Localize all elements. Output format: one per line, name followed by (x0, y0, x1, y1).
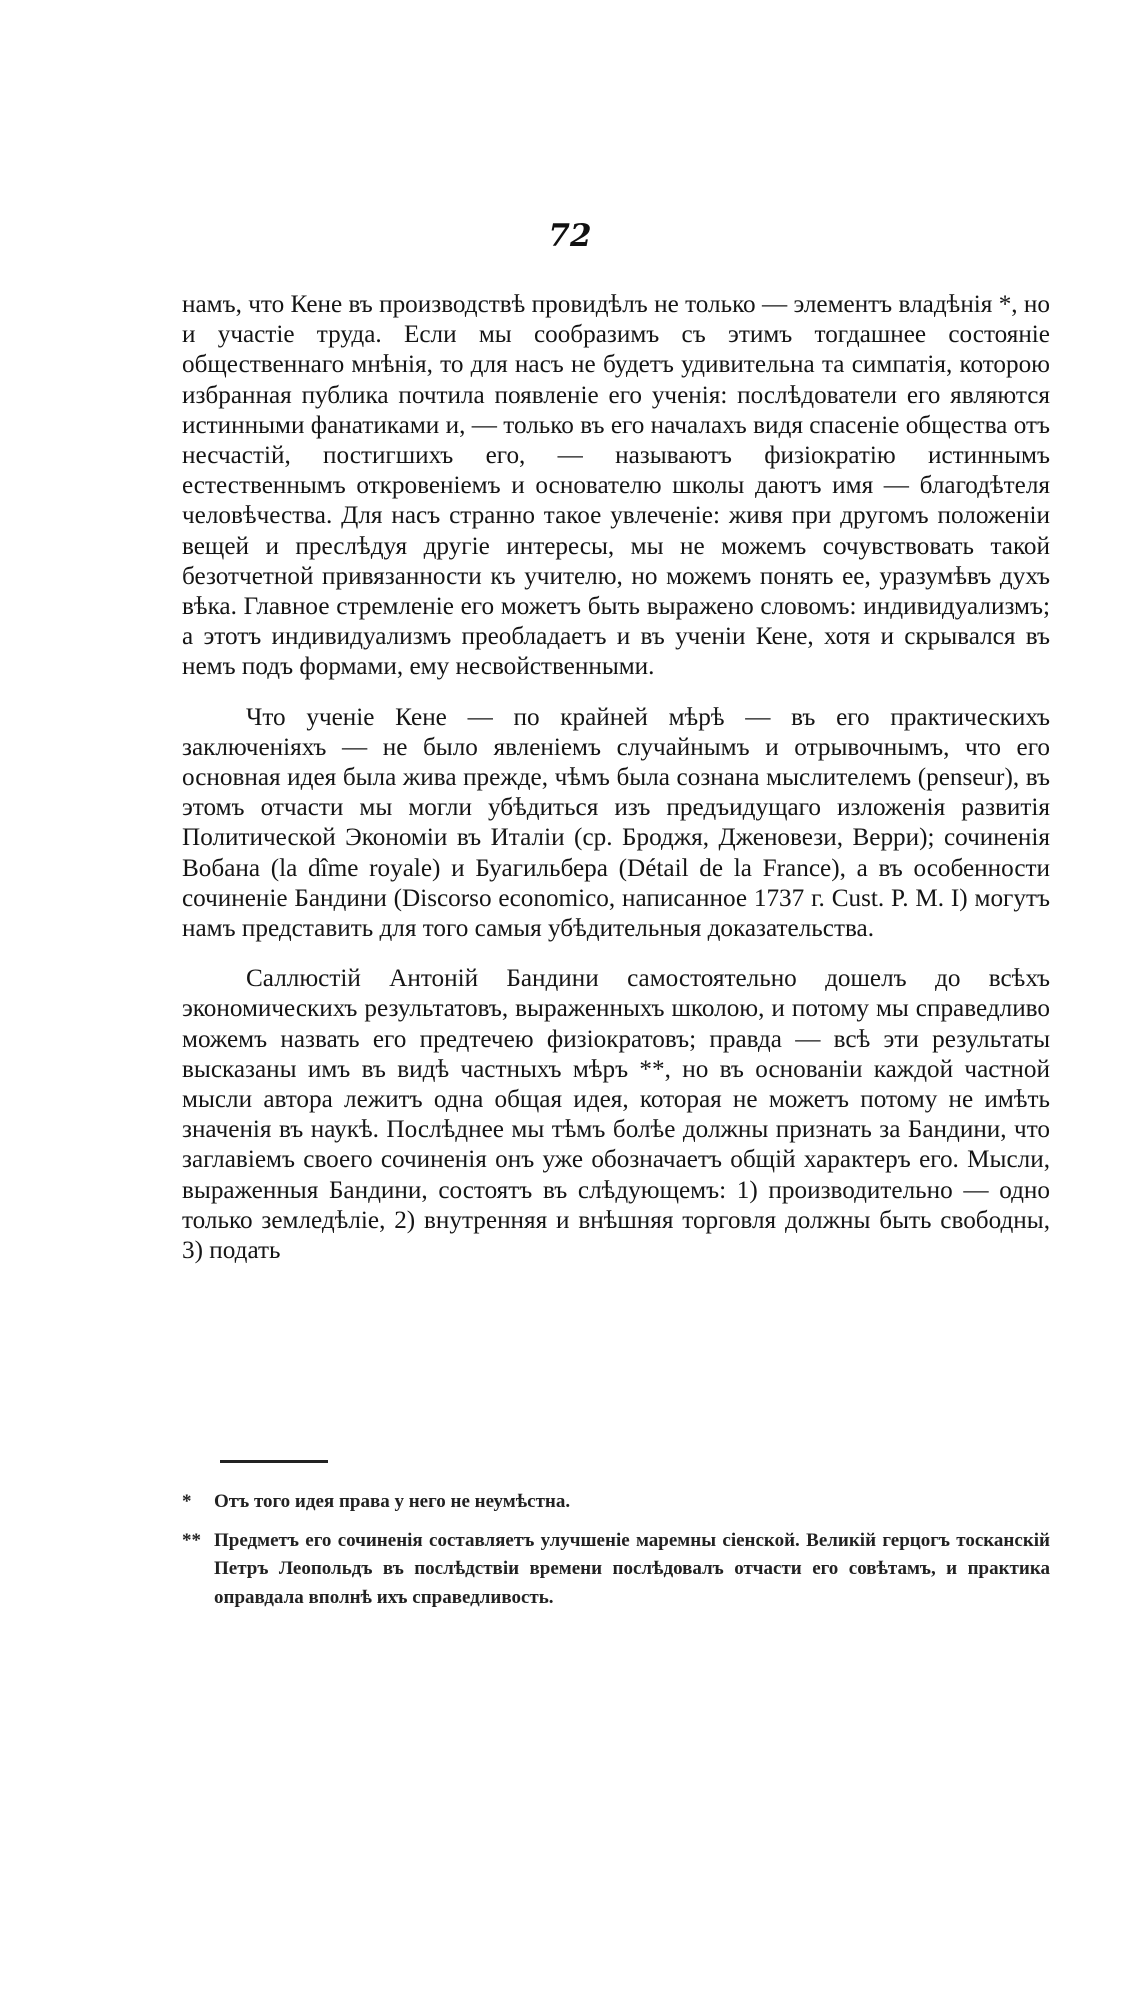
footnote-text: Предметъ его сочиненія составляетъ улучшеніе маремны сіенской. Великій герцогъ тосканскій Петръ Леопольдъ въ послѣдствіи времени послѣдовалъ отчасти его совѣтамъ, и практика оправдала вполнѣ ихъ справедливость. (214, 1529, 1050, 1608)
page-number: 72 (548, 218, 592, 254)
paragraph-1: намъ, что Кене въ производствѣ провидѣлъ не только — элементъ владѣнія *, но и участіе труда. Если мы сообразимъ съ этимъ тогдашнее состояніе общественнаго мнѣнія, то для насъ не будетъ удивительна та симпатія, которою избранная публика почтила появленіе его ученія: послѣдователи его являются истинными фанатиками и, — только въ его началахъ видя спасеніе общества отъ несчастій, постигшихъ его, — называютъ физіократію истиннымъ естественнымъ откровеніемъ и основателю школы даютъ имя — благодѣтеля человѣчества. Для насъ странно такое увлеченіе: живя при другомъ положеніи вещей и преслѣдуя другіе интересы, мы не можемъ сочувствовать такой безотчетной привязанности къ учителю, но можемъ понять ее, уразумѣвъ духъ вѣка. Главное стремленіе его можетъ быть выражено словомъ: индивидуализмъ; а этотъ индивидуализмъ преобладаетъ и въ ученіи Кене, хотя и скрывался въ немъ подъ формами, ему несвойственными. (182, 291, 1050, 681)
body-text (182, 290, 1050, 1266)
paragraph-2: Что ученіе Кене — по крайней мѣрѣ — въ его практическихъ заключеніяхъ — не было явленіемъ случайнымъ и отрывочнымъ, что его основная идея была жива прежде, чѣмъ была сознана мыслителемъ (penseur), въ этомъ отчасти мы могли убѣдиться изъ предъидущаго изложенія развитія Политической Экономіи въ Италіи (ср. Броджя, Дженовези, Верри); сочиненія Вобана (la dîme royale) и Буагильбера (Détail de la France), а въ особенности сочиненіе Бандини (Discorso economico, написанное 1737 г. Cust. P. M. I) могутъ намъ представить для того самыя убѣдительныя доказательства. (182, 703, 1050, 943)
footnote-1 (182, 1488, 1050, 1517)
footnote-2 (182, 1527, 1050, 1613)
footnote-text: Отъ того идея права у него не неумѣстна. (214, 1491, 571, 1512)
paragraph-3: Саллюстій Антоній Бандини самостоятельно дошелъ до всѣхъ экономическихъ результатовъ, выраженныхъ школою, и потому мы справедливо можемъ назвать его предтечею физіократовъ; правда — всѣ эти результаты высказаны имъ въ видѣ частныхъ мѣръ **, но въ основаніи каждой частной мысли автора лежитъ одна общая идея, которая не можетъ потому не имѣть значенія въ наукѣ. Послѣднее мы тѣмъ болѣе должны признать за Бандини, что заглавіемъ своего сочиненія онъ уже обозначаетъ общій характеръ его. Мысли, выраженныя Бандини, состоятъ въ слѣдующемъ: 1) производительно — одно только земледѣліе, 2) внутренняя и внѣшняя торговля должны быть свободны, 3) подать (182, 965, 1050, 1265)
footnote-rule (220, 1460, 328, 1463)
footnote-mark: * (182, 1491, 192, 1512)
footnotes (182, 1488, 1050, 1612)
footnote-mark: ** (182, 1529, 201, 1551)
